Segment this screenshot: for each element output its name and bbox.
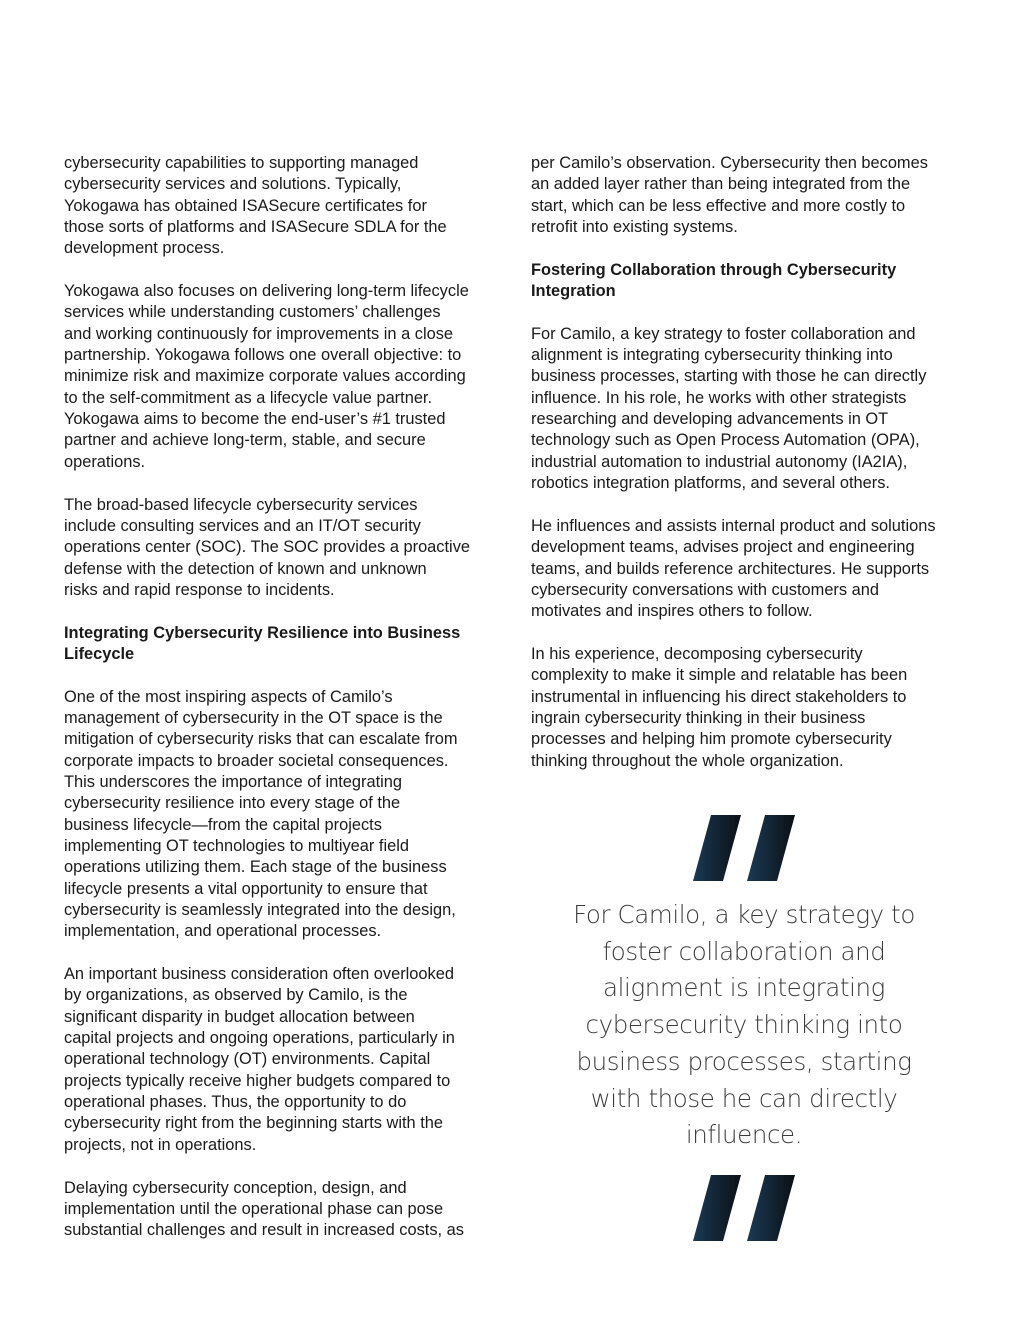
close-quote-mark-icon <box>693 1175 795 1241</box>
body-paragraph: He influences and assists internal product and solutions development teams, advises project and engineering teams, and builds reference architectures. He supports cybersecurity conversations with customers and motivates and inspires others to follow. <box>531 516 936 621</box>
body-paragraph: Yokogawa also focuses on delivering long-term lifecycle services while understanding customers’ challenges and working continuously for improvements in a close partnership. Yokogawa follows one overall objective: to minimize risk and maximize corporate values according to the self-commitment as a lifecycle value partner. Yokogawa aims to become the end-user’s #1 trusted partner and achieve long-term, stable, and secure operations. <box>64 282 469 471</box>
body-paragraph: In his experience, decomposing cybersecurity complexity to make it simple and relatable has been instrumental in influencing his direct stakeholders to ingrain cybersecurity thinking in their business processes and helping him promote cybersecurity thinking throughout the whole organization. <box>531 644 908 770</box>
section-heading: Integrating Cybersecurity Resilience into Business Lifecycle <box>64 623 461 663</box>
body-paragraph: For Camilo, a key strategy to foster collaboration and alignment is integrating cybersecurity thinking into business processes, starting with those he can directly influence. In his role, he works with other strategists researching and developing advancements in OT technology such as Open Process Automation (OPA), industrial automation to industrial autonomy (IA2IA), robotics integration platforms, and several others. <box>531 324 927 493</box>
pull-quote <box>560 815 928 1240</box>
body-paragraph: cybersecurity capabilities to supporting managed cybersecurity services and solutions. Typically, Yokogawa has obtained ISASecure certificates for those sorts of platforms and ISASecure SDLA for the development process. <box>64 154 447 258</box>
right-column <box>531 153 971 772</box>
body-paragraph: Delaying cybersecurity conception, design, and implementation until the operational phase can pose substantial challenges and result in increased costs, as <box>64 1178 464 1240</box>
pull-quote-text: For Camilo, a key strategy to foster collaboration and alignment is integrating cybersecurity thinking into business processes, starting with those he can directly influence. <box>573 900 915 1150</box>
open-quote-mark-icon <box>693 815 795 881</box>
body-paragraph: per Camilo’s observation. Cybersecurity then becomes an added layer rather than being integrated from the start, which can be less effective and more costly to retrofit into existing systems. <box>531 154 928 237</box>
body-paragraph: One of the most inspiring aspects of Camilo’s management of cybersecurity in the OT space is the mitigation of cybersecurity risks that can escalate from corporate impacts to broader societal consequences. This underscores the importance of integrating cybersecurity resilience into every stage of the business lifecycle—from the capital projects implementing OT technologies to multiyear field operations utilizing them. Each stage of the business lifecycle presents a vital opportunity to ensure that cybersecurity is seamlessly integrated into the design, implementation, and operational processes. <box>64 687 458 941</box>
body-paragraph: The broad-based lifecycle cybersecurity services include consulting services and an IT/OT security operations center (SOC). The SOC provides a proactive defense with the detection of known and unknown risks and rapid response to incidents. <box>64 495 471 599</box>
left-column <box>64 153 504 1242</box>
body-paragraph: An important business consideration often overlooked by organizations, as observed by Camilo, is the significant disparity in budget allocation between capital projects and ongoing operations, particularly in operational technology (OT) environments. Capital projects typically receive higher budgets compared to operational phases. Thus, the opportunity to do cybersecurity right from the beginning starts with the projects, not in operations. <box>64 965 455 1154</box>
section-heading: Fostering Collaboration through Cybersecurity Integration <box>531 260 897 301</box>
